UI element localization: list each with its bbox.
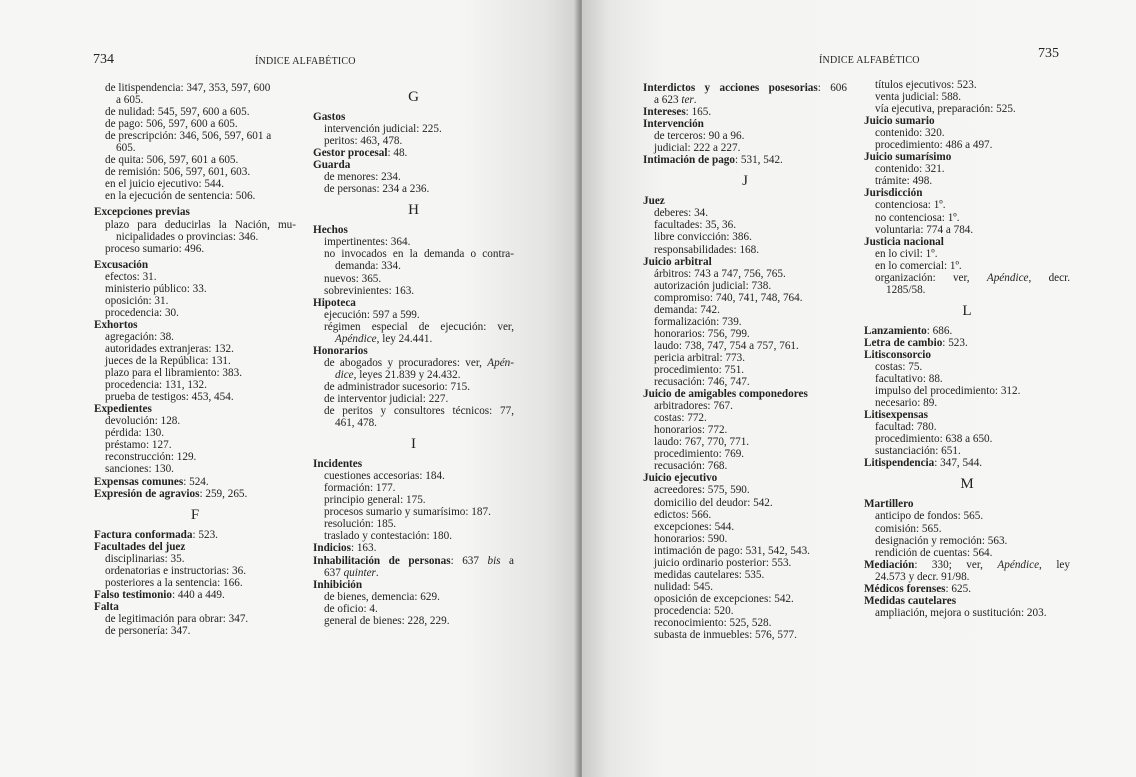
index-subentry: autoridades extranjeras: 132. — [105, 342, 234, 355]
index-heading: Guarda — [313, 159, 351, 172]
index-subentry: no invocados en la demanda o contra- — [324, 248, 514, 261]
index-subentry: impulso del procedimiento: 312. — [875, 385, 1021, 398]
index-heading: Juez — [643, 195, 665, 208]
index-heading: Intervención — [643, 118, 704, 131]
index-subentry: voluntaria: 774 a 784. — [875, 223, 974, 236]
index-heading: Lanzamiento: 686. — [864, 324, 953, 337]
index-subentry: contenciosa: 1º. — [875, 199, 946, 212]
index-subentry: plazo para el libramiento: 383. — [105, 367, 242, 380]
index-subentry: procedencia: 520. — [654, 604, 734, 617]
index-subentry: de nulidad: 545, 597, 600 a 605. — [105, 106, 250, 119]
index-heading: Factura conformada: 523. — [94, 528, 218, 541]
index-subentry: 1285/58. — [886, 283, 926, 296]
index-heading: Justicia nacional — [864, 235, 944, 248]
left-page-number: 734 — [93, 52, 114, 67]
index-heading: Litispendencia: 347, 544. — [864, 457, 983, 470]
index-subentry: facultad: 780. — [875, 421, 937, 434]
index-subentry: a 623 ter. — [654, 94, 697, 107]
index-subentry: costas: 75. — [875, 360, 923, 373]
index-heading: Medidas cautelares — [864, 594, 957, 607]
index-heading: Letra de cambio: 523. — [864, 336, 968, 349]
index-subentry: vía ejecutiva, preparación: 525. — [875, 103, 1016, 116]
index-subentry: comisión: 565. — [875, 522, 942, 535]
index-subentry: deberes: 34. — [654, 207, 709, 220]
index-subentry: procedimiento: 486 a 497. — [875, 139, 993, 152]
index-subentry: de oficio: 4. — [324, 602, 378, 615]
index-heading: Jurisdicción — [864, 187, 923, 200]
index-subentry: resolución: 185. — [324, 518, 397, 531]
index-heading: Médicos forenses: 625. — [864, 582, 971, 595]
index-subentry: recusación: 746, 747. — [654, 376, 750, 389]
index-subentry: principio general: 175. — [324, 494, 426, 507]
index-heading: Hipoteca — [313, 296, 356, 309]
index-subentry: facultativo: 88. — [875, 373, 943, 386]
index-subentry: procedencia: 131, 132. — [105, 379, 207, 392]
index-subentry: domicilio del deudor: 542. — [654, 496, 773, 509]
index-heading: Expedientes — [94, 403, 152, 416]
index-subentry: nuevos: 365. — [324, 272, 382, 285]
index-heading: Litisconsorcio — [864, 348, 931, 361]
index-subentry: facultades: 35, 36. — [654, 219, 737, 232]
section-letter: M — [960, 476, 974, 493]
section-letter: I — [411, 436, 416, 453]
index-subentry: autorización judicial: 738. — [654, 279, 772, 292]
index-subentry: edictos: 566. — [654, 508, 712, 521]
index-subentry: honorarios: 772. — [654, 424, 728, 437]
index-subentry: en lo civil: 1º. — [875, 247, 938, 260]
index-subentry: arbitradores: 767. — [654, 400, 733, 413]
index-subentry: en la ejecución de sentencia: 506. — [105, 190, 256, 203]
index-subentry: acreedores: 575, 590. — [654, 484, 750, 497]
index-subentry: plazo para deducirlas la Nación, mu- — [105, 218, 296, 231]
index-subentry: en el juicio ejecutivo: 544. — [105, 178, 224, 191]
right-column-1 — [643, 82, 847, 641]
index-subentry: pericia arbitral: 773. — [654, 351, 746, 364]
index-heading: Expresión de agravios: 259, 265. — [94, 487, 248, 500]
left-running-head: ÍNDICE ALFABÉTICO — [255, 56, 356, 67]
index-subentry: anticipo de fondos: 565. — [875, 510, 984, 523]
index-subentry: de legitimación para obrar: 347. — [105, 612, 249, 625]
index-heading: Excepciones previas — [94, 206, 190, 219]
index-subentry: 24.573 y decr. 91/98. — [875, 570, 970, 583]
index-subentry: procesos sumario y sumarísimo: 187. — [324, 506, 491, 519]
index-subentry: préstamo: 127. — [105, 439, 172, 452]
index-subentry: contenido: 320. — [875, 127, 945, 140]
index-subentry: nulidad: 545. — [654, 580, 714, 593]
index-heading: Excusación — [94, 258, 149, 271]
index-subentry: efectos: 31. — [105, 270, 157, 283]
index-subentry: jueces de la República: 131. — [105, 355, 231, 368]
index-subentry: procedencia: 30. — [105, 306, 179, 319]
index-heading: Juicio ejecutivo — [643, 472, 718, 485]
index-heading: Gastos — [313, 111, 346, 123]
index-heading: Intereses: 165. — [643, 106, 712, 119]
index-subentry: oposición de excepciones: 542. — [654, 592, 794, 605]
index-subentry: posteriores a la sentencia: 166. — [105, 576, 243, 589]
index-subentry: reconstrucción: 129. — [105, 451, 197, 464]
index-subentry: no contenciosa: 1º. — [875, 211, 960, 224]
section-letter: G — [408, 89, 419, 105]
right-running-head: ÍNDICE ALFABÉTICO — [819, 55, 920, 66]
left-column-1 — [94, 82, 296, 637]
index-subentry: pérdida: 130. — [105, 427, 165, 440]
index-heading: Juicio sumario — [864, 115, 935, 128]
index-subentry: demanda: 742. — [654, 303, 720, 316]
index-subentry: laudo: 767, 770, 771. — [654, 436, 750, 449]
index-subentry: formación: 177. — [324, 482, 396, 495]
index-subentry: prueba de testigos: 453, 454. — [105, 391, 234, 404]
index-subentry: costas: 772. — [654, 412, 707, 425]
index-heading: Facultades del juez — [94, 540, 186, 553]
index-heading: Juicio arbitral — [643, 255, 712, 268]
index-subentry: 461, 478. — [335, 417, 377, 430]
index-subentry: procedimiento: 769. — [654, 448, 745, 461]
index-subentry: honorarios: 590. — [654, 532, 728, 545]
index-heading: Exhortos — [94, 318, 138, 331]
index-subentry: devolución: 128. — [105, 415, 181, 428]
index-subentry: peritos: 463, 478. — [324, 135, 403, 148]
index-subentry: de abogados y procuradores: ver, Apén- — [324, 356, 514, 369]
index-subentry: oposición: 31. — [105, 294, 169, 307]
section-letter: J — [742, 173, 748, 190]
index-subentry: procedimiento: 751. — [654, 363, 745, 376]
index-heading: Falso testimonio: 440 a 449. — [94, 588, 225, 601]
index-subentry: formalización: 739. — [654, 315, 742, 328]
index-subentry: trámite: 498. — [875, 175, 933, 188]
index-subentry: general de bienes: 228, 229. — [324, 614, 450, 627]
index-subentry: de prescripción: 346, 506, 597, 601 a — [105, 130, 272, 143]
index-subentry: compromiso: 740, 741, 748, 764. — [654, 291, 803, 304]
index-subentry: 605. — [116, 142, 136, 155]
index-heading: Inhabilitación de personas: 637 bis a — [313, 554, 515, 567]
index-subentry: de litispendencia: 347, 353, 597, 600 — [105, 82, 271, 94]
index-subentry: intervención judicial: 225. — [324, 123, 442, 136]
index-subentry: Apéndice, ley 24.441. — [335, 332, 433, 345]
index-heading: Honorarios — [313, 344, 368, 357]
index-subentry: necesario: 89. — [875, 397, 938, 410]
index-subentry: traslado y contestación: 180. — [324, 530, 453, 543]
index-subentry: de personas: 234 a 236. — [324, 183, 430, 196]
index-subentry: subasta de inmuebles: 576, 577. — [654, 629, 797, 642]
index-subentry: de quita: 506, 597, 601 a 605. — [105, 154, 239, 167]
right-page — [582, 0, 1136, 777]
index-subentry: procedimiento: 638 a 650. — [875, 433, 993, 446]
index-heading: Intimación de pago: 531, 542. — [643, 154, 783, 167]
index-subentry: ampliación, mejora o sustitución: 203. — [875, 606, 1047, 619]
index-subentry: de interventor judicial: 227. — [324, 392, 449, 405]
index-heading: Hechos — [313, 224, 348, 237]
index-heading: Juicio de amigables componedores — [643, 388, 808, 401]
index-subentry: cuestiones accesorias: 184. — [324, 470, 445, 483]
index-subentry: sanciones: 130. — [105, 463, 174, 476]
index-subentry: recusación: 768. — [654, 460, 728, 473]
index-subentry: nicipalidades o provincias: 346. — [116, 230, 259, 243]
index-heading: Incidentes — [313, 458, 363, 471]
index-subentry: 637 quinter. — [324, 566, 379, 579]
index-subentry: de terceros: 90 a 96. — [654, 130, 745, 143]
index-subentry: de bienes, demencia: 629. — [324, 590, 440, 603]
index-subentry: de remisión: 506, 597, 601, 603. — [105, 166, 251, 179]
index-subentry: ministerio público: 33. — [105, 282, 207, 295]
index-subentry: honorarios: 756, 799. — [654, 327, 750, 340]
index-subentry: demanda: 334. — [335, 260, 401, 273]
left-column-2 — [313, 82, 514, 627]
index-subentry: a 605. — [116, 94, 144, 107]
index-subentry: agregación: 38. — [105, 330, 174, 343]
index-subentry: judicial: 222 a 227. — [654, 142, 741, 155]
index-subentry: reconocimiento: 525, 528. — [654, 616, 772, 629]
right-column-2 — [864, 79, 1070, 619]
index-subentry: contenido: 321. — [875, 163, 945, 176]
index-subentry: de menores: 234. — [324, 171, 401, 184]
index-subentry: ejecución: 597 a 599. — [324, 308, 420, 321]
index-heading: Indicios: 163. — [313, 542, 377, 555]
index-subentry: sustanciación: 651. — [875, 445, 961, 458]
index-subentry: medidas cautelares: 535. — [654, 568, 765, 581]
index-heading: Interdictos y acciones posesorias: 606 — [643, 82, 847, 94]
section-letter: H — [408, 202, 419, 219]
index-subentry: dice, leyes 21.839 y 24.432. — [335, 368, 461, 381]
index-heading: Inhibición — [313, 578, 363, 591]
index-subentry: en lo comercial: 1º. — [875, 259, 962, 272]
index-subentry: sobrevinientes: 163. — [324, 284, 415, 297]
index-subentry: disciplinarias: 35. — [105, 552, 185, 565]
index-heading: Mediación: 330; ver, Apéndice, ley — [864, 558, 1070, 571]
index-subentry: árbitros: 743 a 747, 756, 765. — [654, 267, 786, 280]
section-letter: L — [962, 302, 972, 319]
index-subentry: proceso sumario: 496. — [105, 242, 205, 255]
index-subentry: régimen especial de ejecución: ver, — [324, 320, 514, 333]
section-letter: F — [190, 506, 200, 523]
index-subentry: títulos ejecutivos: 523. — [875, 79, 977, 91]
index-subentry: de personería: 347. — [105, 624, 191, 637]
index-subentry: excepciones: 544. — [654, 520, 735, 533]
index-subentry: intimación de pago: 531, 542, 543. — [654, 544, 810, 557]
index-subentry: de pago: 506, 597, 600 a 605. — [105, 118, 238, 131]
index-subentry: responsabilidades: 168. — [654, 243, 760, 256]
index-heading: Falta — [94, 600, 119, 613]
index-heading: Expensas comunes: 524. — [94, 475, 209, 488]
index-heading: Gestor procesal: 48. — [313, 147, 408, 160]
index-subentry: de administrador sucesorio: 715. — [324, 380, 471, 393]
index-subentry: ordenatorias e instructorias: 36. — [105, 564, 247, 577]
index-subentry: laudo: 738, 747, 754 a 757, 761. — [654, 339, 799, 352]
index-subentry: impertinentes: 364. — [324, 236, 411, 249]
index-subentry: libre convicción: 386. — [654, 231, 752, 244]
index-subentry: designación y remoción: 563. — [875, 534, 1008, 547]
index-subentry: organización: ver, Apéndice, decr. — [875, 271, 1071, 284]
index-subentry: de peritos y consultores técnicos: 77, — [324, 405, 514, 418]
right-page-number: 735 — [1038, 46, 1059, 61]
index-heading: Martillero — [864, 498, 914, 511]
index-subentry: rendición de cuentas: 564. — [875, 546, 993, 559]
index-subentry: venta judicial: 588. — [875, 91, 962, 104]
index-heading: Litisexpensas — [864, 409, 929, 422]
index-subentry: juicio ordinario posterior: 553. — [654, 556, 792, 569]
index-heading: Juicio sumarísimo — [864, 151, 952, 164]
